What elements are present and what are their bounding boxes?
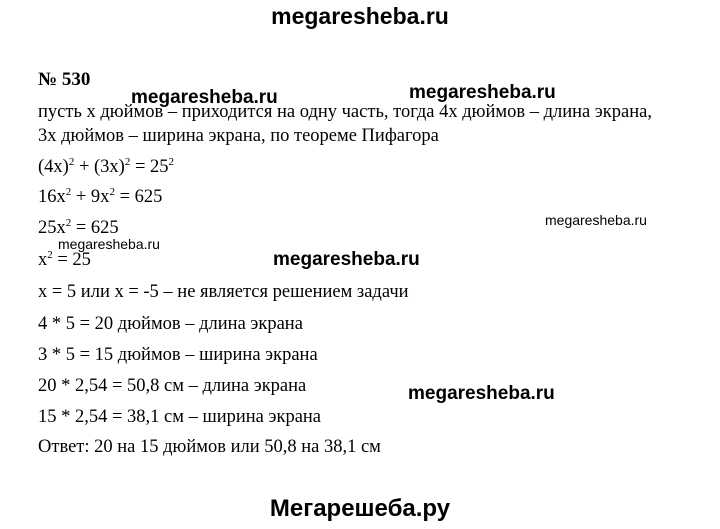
- watermark: megaresheba.ru: [273, 249, 420, 270]
- equation-2-exp-b: 2: [109, 186, 115, 198]
- equation-4: [38, 249, 91, 271]
- equation-1: [38, 156, 174, 178]
- equation-1-term-c: = 25: [130, 157, 169, 177]
- watermark: megaresheba.ru: [131, 87, 278, 108]
- equation-2-term-c: = 625: [114, 187, 163, 207]
- length-inches-line: 4 * 5 = 20 дюймов – длина экрана: [38, 314, 303, 334]
- equation-2-exp-a: 2: [65, 186, 72, 198]
- length-cm-line: 20 * 2,54 = 50,8 см – длина экрана: [38, 376, 307, 396]
- watermark: megaresheba.ru: [409, 82, 556, 103]
- answer-line: Ответ: 20 на 15 дюймов или 50,8 на 38,1 см: [38, 437, 381, 457]
- equation-1-term-b: + (3x): [74, 157, 125, 177]
- roots-line: x = 5 или x = -5 – не является решением задачи: [38, 282, 409, 302]
- equation-4-exp-a: 2: [47, 249, 53, 261]
- width-inches-line: 3 * 5 = 15 дюймов – ширина экрана: [38, 345, 318, 365]
- task-number: № 530: [38, 69, 91, 90]
- equation-2-term-a: 16x: [38, 187, 66, 207]
- equation-4-term-b: = 25: [52, 250, 91, 270]
- equation-1-term-a: (4x): [38, 157, 69, 177]
- equation-3-term-b: = 625: [71, 218, 119, 238]
- watermark: megaresheba.ru: [408, 383, 555, 404]
- solution-intro-line-1: пусть х дюймов – приходится на одну часть, тогда 4х дюймов – длина экрана,: [38, 102, 652, 122]
- equation-3-term-a: 25x: [38, 218, 66, 238]
- watermark: megaresheba.ru: [58, 236, 160, 252]
- width-cm-line: 15 * 2,54 = 38,1 см – ширина экрана: [38, 407, 322, 427]
- solution-intro-line-2: 3х дюймов – ширина экрана, по теореме Пифагора: [38, 126, 439, 146]
- equation-2: [38, 186, 162, 208]
- equation-4-term-a: x: [38, 250, 48, 270]
- site-header-title: megaresheba.ru: [271, 3, 449, 29]
- equation-2-term-b: + 9x: [71, 187, 110, 207]
- equation-1-exp-a: 2: [68, 156, 75, 168]
- equation-3-exp-a: 2: [65, 217, 72, 229]
- watermark: megaresheba.ru: [545, 212, 647, 228]
- equation-1-exp-c: 2: [168, 156, 175, 168]
- equation-1-exp-b: 2: [124, 156, 131, 168]
- site-footer-title: Мегарешеба.ру: [269, 495, 451, 522]
